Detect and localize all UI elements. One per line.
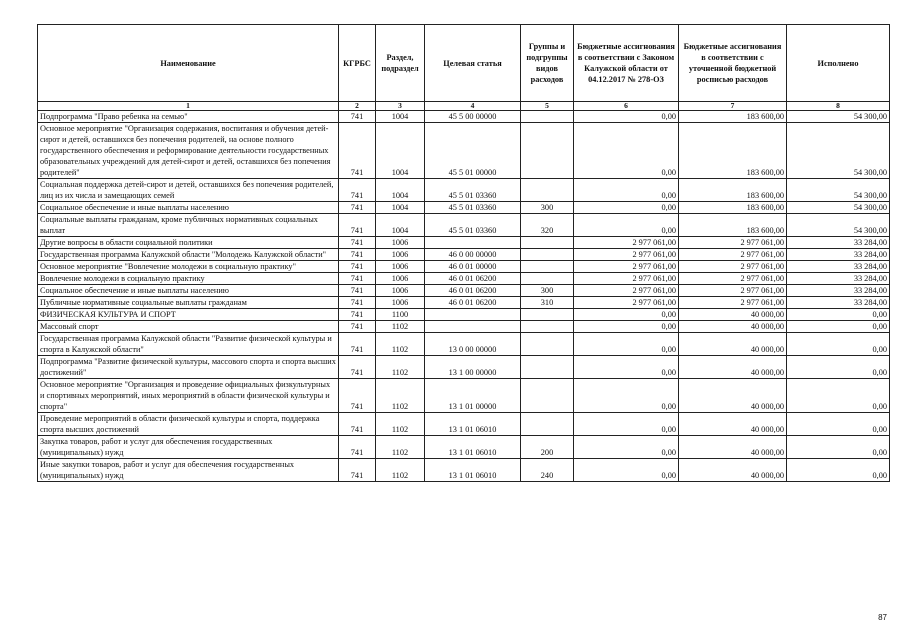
cell-refined: 2 977 061,00	[679, 261, 787, 273]
cell-name: Публичные нормативные социальные выплаты гражданам	[38, 297, 339, 309]
column-number: 8	[787, 102, 890, 111]
cell-target: 13 1 01 06010	[425, 436, 521, 459]
cell-law: 2 977 061,00	[574, 297, 679, 309]
cell-refined: 40 000,00	[679, 459, 787, 482]
cell-group	[521, 111, 574, 123]
cell-group: 320	[521, 214, 574, 237]
cell-kgrbs: 741	[339, 413, 376, 436]
cell-refined: 183 600,00	[679, 123, 787, 179]
cell-executed: 33 284,00	[787, 249, 890, 261]
table-row	[38, 273, 890, 285]
table-row	[38, 459, 890, 482]
table-row	[38, 309, 890, 321]
cell-section: 1006	[376, 285, 425, 297]
cell-section: 1102	[376, 436, 425, 459]
cell-target: 13 0 00 00000	[425, 333, 521, 356]
cell-refined: 2 977 061,00	[679, 249, 787, 261]
cell-law: 2 977 061,00	[574, 273, 679, 285]
cell-group	[521, 333, 574, 356]
cell-refined: 183 600,00	[679, 179, 787, 202]
cell-name: Основное мероприятие "Вовлечение молодежи в социальную практику"	[38, 261, 339, 273]
cell-name: Массовый спорт	[38, 321, 339, 333]
table-row	[38, 285, 890, 297]
cell-target: 13 1 01 06010	[425, 459, 521, 482]
cell-group	[521, 321, 574, 333]
cell-kgrbs: 741	[339, 202, 376, 214]
cell-section: 1102	[376, 459, 425, 482]
header-law: Бюджетные ассигнования в соответствии с Законом Калужской области от 04.12.2017 № 278-ОЗ	[574, 25, 679, 102]
cell-target: 13 1 01 06010	[425, 413, 521, 436]
cell-name: Государственная программа Калужской области "Молодежь Калужской области"	[38, 249, 339, 261]
cell-group: 200	[521, 436, 574, 459]
cell-law: 0,00	[574, 123, 679, 179]
cell-kgrbs: 741	[339, 273, 376, 285]
cell-refined: 40 000,00	[679, 321, 787, 333]
table-row	[38, 297, 890, 309]
cell-refined: 2 977 061,00	[679, 237, 787, 249]
table-row	[38, 214, 890, 237]
cell-executed: 33 284,00	[787, 237, 890, 249]
table-row	[38, 436, 890, 459]
cell-name: Социальные выплаты гражданам, кроме публичных нормативных социальных выплат	[38, 214, 339, 237]
column-number: 6	[574, 102, 679, 111]
table-row	[38, 123, 890, 179]
cell-group: 300	[521, 202, 574, 214]
cell-executed: 33 284,00	[787, 261, 890, 273]
cell-executed: 33 284,00	[787, 297, 890, 309]
cell-law: 2 977 061,00	[574, 249, 679, 261]
cell-group: 240	[521, 459, 574, 482]
cell-name: Социальное обеспечение и иные выплаты населению	[38, 202, 339, 214]
cell-group	[521, 413, 574, 436]
cell-kgrbs: 741	[339, 379, 376, 413]
cell-kgrbs: 741	[339, 123, 376, 179]
cell-kgrbs: 741	[339, 249, 376, 261]
cell-law: 0,00	[574, 202, 679, 214]
cell-executed: 0,00	[787, 413, 890, 436]
column-number: 3	[376, 102, 425, 111]
cell-refined: 40 000,00	[679, 356, 787, 379]
page-number: 87	[878, 613, 887, 622]
cell-kgrbs: 741	[339, 309, 376, 321]
cell-target: 46 0 01 06200	[425, 297, 521, 309]
cell-law: 0,00	[574, 111, 679, 123]
cell-name: Другие вопросы в области социальной политики	[38, 237, 339, 249]
column-number-row	[38, 102, 890, 111]
cell-group	[521, 179, 574, 202]
cell-section: 1006	[376, 237, 425, 249]
cell-kgrbs: 741	[339, 261, 376, 273]
column-number: 2	[339, 102, 376, 111]
cell-target: 46 0 00 00000	[425, 249, 521, 261]
table-row	[38, 179, 890, 202]
cell-kgrbs: 741	[339, 356, 376, 379]
header-row	[38, 25, 890, 102]
cell-name: Социальное обеспечение и иные выплаты населению	[38, 285, 339, 297]
cell-refined: 40 000,00	[679, 379, 787, 413]
cell-section: 1004	[376, 179, 425, 202]
cell-executed: 0,00	[787, 309, 890, 321]
cell-group	[521, 261, 574, 273]
cell-kgrbs: 741	[339, 333, 376, 356]
cell-name: Социальная поддержка детей-сирот и детей, оставшихся без попечения родителей, лиц из их числа и замещающих семей	[38, 179, 339, 202]
table-row	[38, 333, 890, 356]
cell-name: Основное мероприятие "Организация содержания, воспитания и обучения детей-сирот и детей, оставшихся без попечения родителей, на основе полного государственного обеспечения и реформирование деятельности государственных образовательных учреждений для детей-сирот и детей, оставшихся без попечения родителей"	[38, 123, 339, 179]
cell-kgrbs: 741	[339, 321, 376, 333]
cell-law: 2 977 061,00	[574, 261, 679, 273]
cell-section: 1004	[376, 123, 425, 179]
cell-target: 13 1 00 00000	[425, 356, 521, 379]
cell-refined: 40 000,00	[679, 309, 787, 321]
column-number: 4	[425, 102, 521, 111]
cell-name: ФИЗИЧЕСКАЯ КУЛЬТУРА И СПОРТ	[38, 309, 339, 321]
cell-name: Закупка товаров, работ и услуг для обеспечения государственных (муниципальных) нужд	[38, 436, 339, 459]
table-row	[38, 111, 890, 123]
cell-target: 46 0 01 06200	[425, 285, 521, 297]
cell-target: 46 0 01 00000	[425, 261, 521, 273]
cell-refined: 2 977 061,00	[679, 273, 787, 285]
table-row	[38, 249, 890, 261]
cell-law: 2 977 061,00	[574, 237, 679, 249]
cell-target: 45 5 01 00000	[425, 123, 521, 179]
header-kgrbs: КГРБС	[339, 25, 376, 102]
cell-executed: 0,00	[787, 436, 890, 459]
cell-executed: 0,00	[787, 321, 890, 333]
cell-name: Вовлечение молодежи в социальную практику	[38, 273, 339, 285]
cell-name: Государственная программа Калужской области "Развитие физической культуры и спорта в Калужской области"	[38, 333, 339, 356]
cell-executed: 0,00	[787, 333, 890, 356]
cell-refined: 2 977 061,00	[679, 285, 787, 297]
cell-section: 1102	[376, 356, 425, 379]
cell-section: 1006	[376, 297, 425, 309]
column-number: 5	[521, 102, 574, 111]
cell-executed: 0,00	[787, 459, 890, 482]
cell-executed: 54 300,00	[787, 111, 890, 123]
cell-law: 0,00	[574, 413, 679, 436]
cell-refined: 183 600,00	[679, 111, 787, 123]
cell-executed: 54 300,00	[787, 179, 890, 202]
cell-kgrbs: 741	[339, 111, 376, 123]
cell-refined: 40 000,00	[679, 333, 787, 356]
cell-target: 45 5 01 03360	[425, 214, 521, 237]
cell-executed: 0,00	[787, 356, 890, 379]
header-section: Раздел, подраздел	[376, 25, 425, 102]
cell-kgrbs: 741	[339, 297, 376, 309]
cell-law: 0,00	[574, 179, 679, 202]
cell-group: 300	[521, 285, 574, 297]
cell-section: 1004	[376, 111, 425, 123]
cell-target	[425, 309, 521, 321]
cell-group: 310	[521, 297, 574, 309]
cell-target	[425, 237, 521, 249]
cell-executed: 0,00	[787, 379, 890, 413]
cell-law: 0,00	[574, 436, 679, 459]
cell-executed: 54 300,00	[787, 214, 890, 237]
cell-executed: 33 284,00	[787, 273, 890, 285]
cell-law: 0,00	[574, 214, 679, 237]
header-groups: Группы и подгруппы видов расходов	[521, 25, 574, 102]
cell-name: Иные закупки товаров, работ и услуг для обеспечения государственных (муниципальных) нужд	[38, 459, 339, 482]
cell-section: 1100	[376, 309, 425, 321]
cell-group	[521, 356, 574, 379]
cell-group	[521, 379, 574, 413]
cell-section: 1004	[376, 214, 425, 237]
cell-kgrbs: 741	[339, 237, 376, 249]
cell-group	[521, 309, 574, 321]
table-row	[38, 413, 890, 436]
cell-section: 1102	[376, 413, 425, 436]
cell-kgrbs: 741	[339, 285, 376, 297]
cell-kgrbs: 741	[339, 214, 376, 237]
column-number: 7	[679, 102, 787, 111]
header-target: Целевая статья	[425, 25, 521, 102]
cell-section: 1004	[376, 202, 425, 214]
cell-executed: 33 284,00	[787, 285, 890, 297]
cell-law: 0,00	[574, 356, 679, 379]
cell-executed: 54 300,00	[787, 202, 890, 214]
cell-section: 1006	[376, 261, 425, 273]
table-row	[38, 356, 890, 379]
cell-target: 13 1 01 00000	[425, 379, 521, 413]
cell-group	[521, 249, 574, 261]
table-body	[38, 111, 890, 482]
cell-law: 0,00	[574, 379, 679, 413]
column-number: 1	[38, 102, 339, 111]
cell-target: 45 5 00 00000	[425, 111, 521, 123]
cell-refined: 40 000,00	[679, 413, 787, 436]
table-row	[38, 237, 890, 249]
cell-refined: 183 600,00	[679, 202, 787, 214]
cell-law: 0,00	[574, 459, 679, 482]
cell-name: Проведение мероприятий в области физической культуры и спорта, поддержка спорта высших достижений	[38, 413, 339, 436]
cell-group	[521, 273, 574, 285]
cell-section: 1102	[376, 333, 425, 356]
cell-group	[521, 237, 574, 249]
cell-target: 45 5 01 03360	[425, 179, 521, 202]
cell-section: 1102	[376, 379, 425, 413]
header-name: Наименование	[38, 25, 339, 102]
cell-kgrbs: 741	[339, 436, 376, 459]
cell-refined: 40 000,00	[679, 436, 787, 459]
header-executed: Исполнено	[787, 25, 890, 102]
table-row	[38, 321, 890, 333]
cell-target	[425, 321, 521, 333]
cell-law: 0,00	[574, 333, 679, 356]
cell-target: 46 0 01 06200	[425, 273, 521, 285]
table-row	[38, 379, 890, 413]
header-refined: Бюджетные ассигнования в соответствии с уточненной бюджетной росписью расходов	[679, 25, 787, 102]
table-row	[38, 261, 890, 273]
cell-law: 2 977 061,00	[574, 285, 679, 297]
cell-refined: 2 977 061,00	[679, 297, 787, 309]
cell-law: 0,00	[574, 309, 679, 321]
cell-refined: 183 600,00	[679, 214, 787, 237]
cell-kgrbs: 741	[339, 179, 376, 202]
cell-name: Подпрограмма "Развитие физической культуры, массового спорта и спорта высших достижений"	[38, 356, 339, 379]
budget-execution-table	[37, 24, 890, 482]
cell-name: Подпрограмма "Право ребенка на семью"	[38, 111, 339, 123]
cell-section: 1006	[376, 273, 425, 285]
cell-law: 0,00	[574, 321, 679, 333]
cell-section: 1102	[376, 321, 425, 333]
cell-name: Основное мероприятие "Организация и проведение официальных физкультурных и спортивных мероприятий, иных мероприятий в области физической культуры и спорта"	[38, 379, 339, 413]
cell-kgrbs: 741	[339, 459, 376, 482]
cell-executed: 54 300,00	[787, 123, 890, 179]
cell-section: 1006	[376, 249, 425, 261]
cell-target: 45 5 01 03360	[425, 202, 521, 214]
cell-group	[521, 123, 574, 179]
table-row	[38, 202, 890, 214]
